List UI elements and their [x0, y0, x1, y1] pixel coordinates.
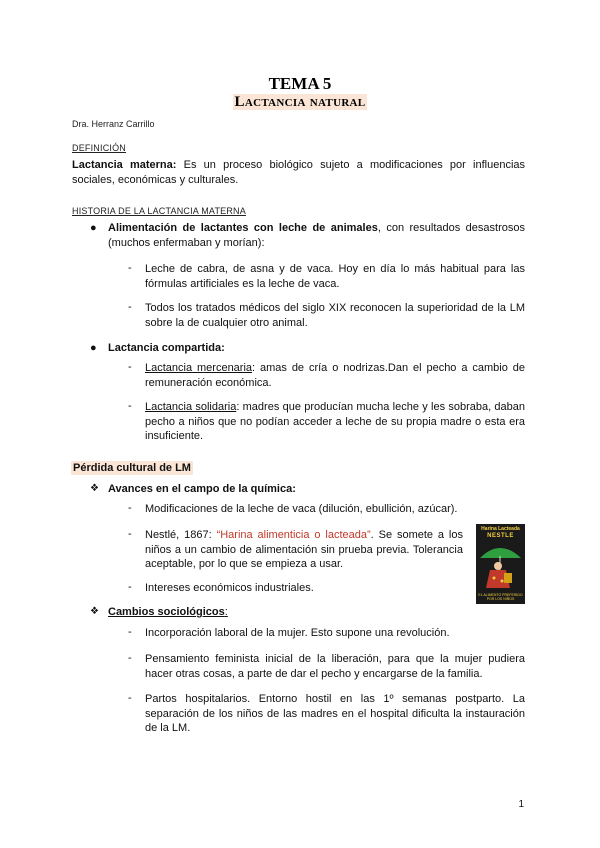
perdida-bullet-1-item-2: Nestlé, 1867: “Harina alimenticia o lacteada”. Se somete a los niños a un cambio de alimentación sin prueba previa. Tolerancia aceptable, por lo que se empieza a usar. [145, 529, 463, 570]
dash-icon: - [128, 626, 132, 638]
historia-bullet-2: Lactancia compartida: [108, 342, 225, 354]
document-title: TEMA 5 [268, 74, 332, 93]
poster-dot [501, 580, 504, 583]
historia-bullet-1-item-2: Todos los tratados médicos del siglo XIX reconocen la superioridad de la LM sobre la de cualquier otro animal. [145, 302, 525, 329]
dash-icon: - [128, 361, 132, 373]
poster-can [504, 573, 512, 583]
perdida-bullet-1: Avances en el campo de la química: [108, 483, 296, 495]
author: Dra. Herranz Carrillo [72, 119, 155, 129]
historia-bullet-2-item-1: Lactancia mercenaria: amas de cría o nodrizas.Dan el pecho a cambio de remuneración económica. [145, 362, 525, 389]
definicion-heading: DEFINICIÓN [72, 143, 127, 153]
dash-icon: - [128, 528, 132, 540]
historia-bullet-1-item-1: Leche de cabra, de asna y de vaca. Hoy en día lo más habitual para las fórmulas artificiales es la leche de vaca. [145, 263, 525, 290]
perdida-bullet-1-item-3: Intereses económicos industriales. [145, 582, 314, 594]
document-subtitle: Lactancia natural [234, 94, 366, 110]
perdida-bullet-2-item-1: Incorporación laboral de la mujer. Esto supone una revolución. [145, 627, 450, 639]
historia-heading: HISTORIA DE LA LACTANCIA MATERNA [72, 206, 246, 216]
perdida-bullet-1-item-1: Modificaciones de la leche de vaca (dilución, ebullición, azúcar). [145, 503, 458, 515]
definicion-paragraph: Lactancia materna: Es un proceso biológico sujeto a modificaciones por influencias sociales, económicas y culturales. [72, 159, 526, 186]
perdida-bullet-2-item-3: Partos hospitalarios. Entorno hostil en las 1º semanas postparto. La separación de los niños de las madres en el hospital dificulta la instauración de la LM. [145, 693, 525, 734]
nestle-poster-image [476, 524, 525, 604]
bullet-dot-icon: ● [90, 222, 97, 234]
dash-icon: - [128, 581, 132, 593]
perdida-bullet-2: Cambios sociológicos: [108, 606, 228, 618]
poster-illustration [476, 540, 525, 592]
dash-icon: - [128, 502, 132, 514]
perdida-bullet-2-item-2: Pensamiento feminista inicial de la liberación, para que la mujer pudiera hacer otras cosas, a parte de dar el pecho y encargarse de la familia. [145, 653, 525, 680]
historia-bullet-2-item-2: Lactancia solidaria: madres que producían mucha leche y les sobraba, daban pecho a niños que no podían acceder a leche de su propia madre o esta era insuficiente. [145, 401, 525, 442]
poster-line-3: EL ALIMENTO PREFERIDO POR LOS NIÑOS [478, 593, 523, 601]
dash-icon: - [128, 652, 132, 664]
diamond-bullet-icon: ❖ [90, 483, 99, 494]
poster-line-1: Harina Lacteada [481, 526, 520, 532]
poster-dot [493, 577, 496, 580]
dash-icon: - [128, 400, 132, 412]
perdida-heading: Pérdida cultural de LM [73, 462, 191, 474]
bullet-dot-icon: ● [90, 342, 97, 354]
page-number: 1 [518, 799, 524, 810]
diamond-bullet-icon: ❖ [90, 606, 99, 617]
dash-icon: - [128, 262, 132, 274]
poster-child-head [494, 562, 502, 570]
dash-icon: - [128, 301, 132, 313]
poster-line-2: NESTLE [487, 533, 514, 539]
historia-bullet-1: Alimentación de lactantes con leche de animales, con resultados desastrosos (muchos enfermaban y morían): [108, 222, 525, 249]
dash-icon: - [128, 692, 132, 704]
